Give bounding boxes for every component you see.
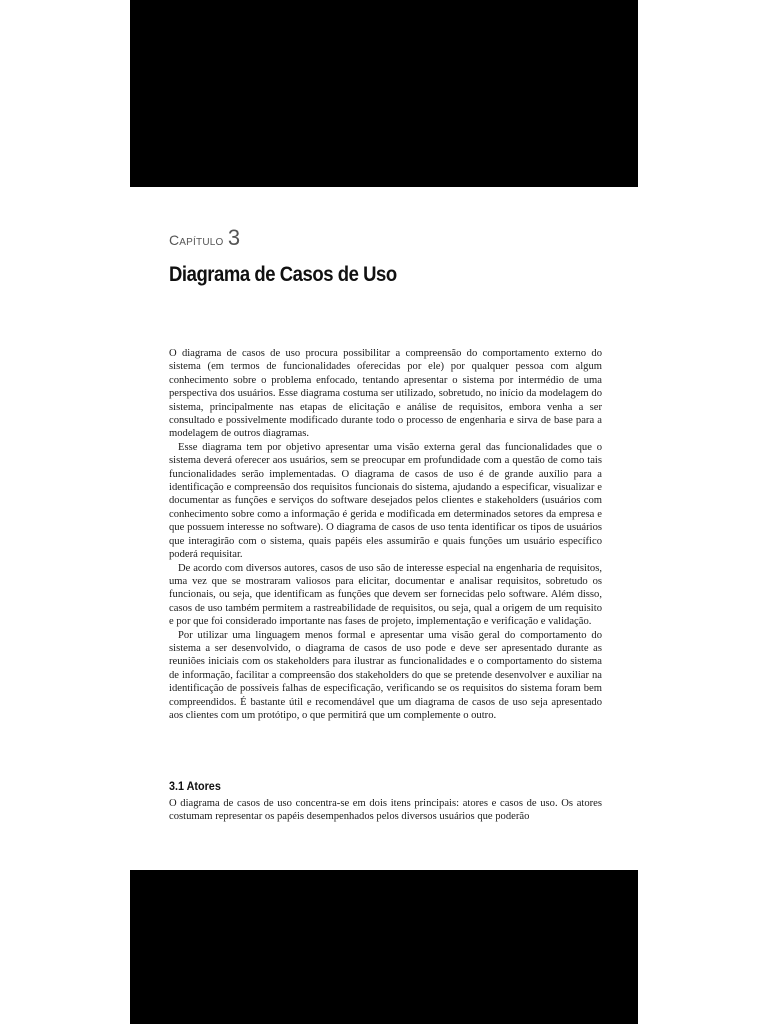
paragraph-3: De acordo com diversos autores, casos de uso são de interesse especial na engenharia de requisitos, uma vez que se mostraram valiosos para elicitar, documentar e analisar requisitos, sobretudo os funcionais, ou seja, que identificam as funções que devem ser fornecidas pelo software. Além disso, casos de uso também permitem a rastreabilidade de requisitos, ou seja, qual a origem de um requisito e por que foi considerado importante nas fases de projeto, implementação e verificação e validação. [169, 562, 602, 628]
paragraph-1: O diagrama de casos de uso procura possibilitar a compreensão do comportamento externo do sistema (em termos de funcionalidades oferecidas por ele) por qualquer pessoa com algum conhecimento sobre o problema enfocado, tentando apresentar o sistema por intermédio de uma perspectiva dos usuários. Esse diagrama costuma ser utilizado, sobretudo, no início da modelagem do sistema, principalmente nas etapas de elicitação e análise de requisitos, embora venha a ser consultado e possivelmente modificado durante todo o processo de engenharia e sirva de base para a modelagem de outros diagramas. [169, 348, 602, 440]
chapter-body [169, 347, 602, 722]
paragraph-2: Esse diagrama tem por objetivo apresentar uma visão externa geral das funcionalidades que o sistema deverá oferecer aos usuários, sem se preocupar em profundidade com a questão de como tais funcionalidades serão implementadas. O diagrama de casos de uso é de grande auxílio para a identificação e compreensão dos requisitos funcionais do sistema, ajudando a especificar, visualizar e documentar as funções e serviços do software desejados pelos clientes e stakeholders (usuários com conhecimento sobre como a informação é gerida e modificada em determinados setores da empresa e que possuem interesse no software). O diagrama de casos de uso tenta identificar os tipos de usuários que interagirão com o sistema, quais papéis eles assumirão e quais funções um usuário específico poderá requisitar. [169, 441, 602, 561]
section-paragraph: O diagrama de casos de uso concentra-se em dois itens principais: atores e casos de uso. Os atores costumam representar os papéis desempenhados pelos diversos usuários que poderão [169, 798, 602, 823]
bottom-black-bar [130, 870, 638, 1024]
chapter-word: Capítulo [169, 232, 224, 248]
paragraph-4: Por utilizar uma linguagem menos formal e apresentar uma visão geral do comportamento do sistema a ser desenvolvido, o diagrama de casos de uso pode e deve ser apresentado durante as reuniões iniciais com os stakeholders para ilustrar as funcionalidades e o comportamento do sistema de informação, facilitar a compreensão dos stakeholders do que se pretende desenvolver e auxiliar na identificação de possíveis falhas de especificação, verificando se os requisitos do sistema foram bem compreendidos. É bastante útil e recomendável que um diagrama de casos de uso seja apresentado aos clientes com um protótipo, o que permitirá que um complemente o outro. [169, 629, 602, 721]
section-heading: 3.1 Atores [169, 779, 221, 793]
chapter-label [169, 225, 602, 251]
chapter-title: Diagrama de Casos de Uso [169, 263, 397, 286]
chapter-number: 3 [227, 225, 241, 250]
book-page [130, 187, 638, 870]
section-body [169, 797, 602, 824]
top-black-bar [130, 0, 638, 187]
